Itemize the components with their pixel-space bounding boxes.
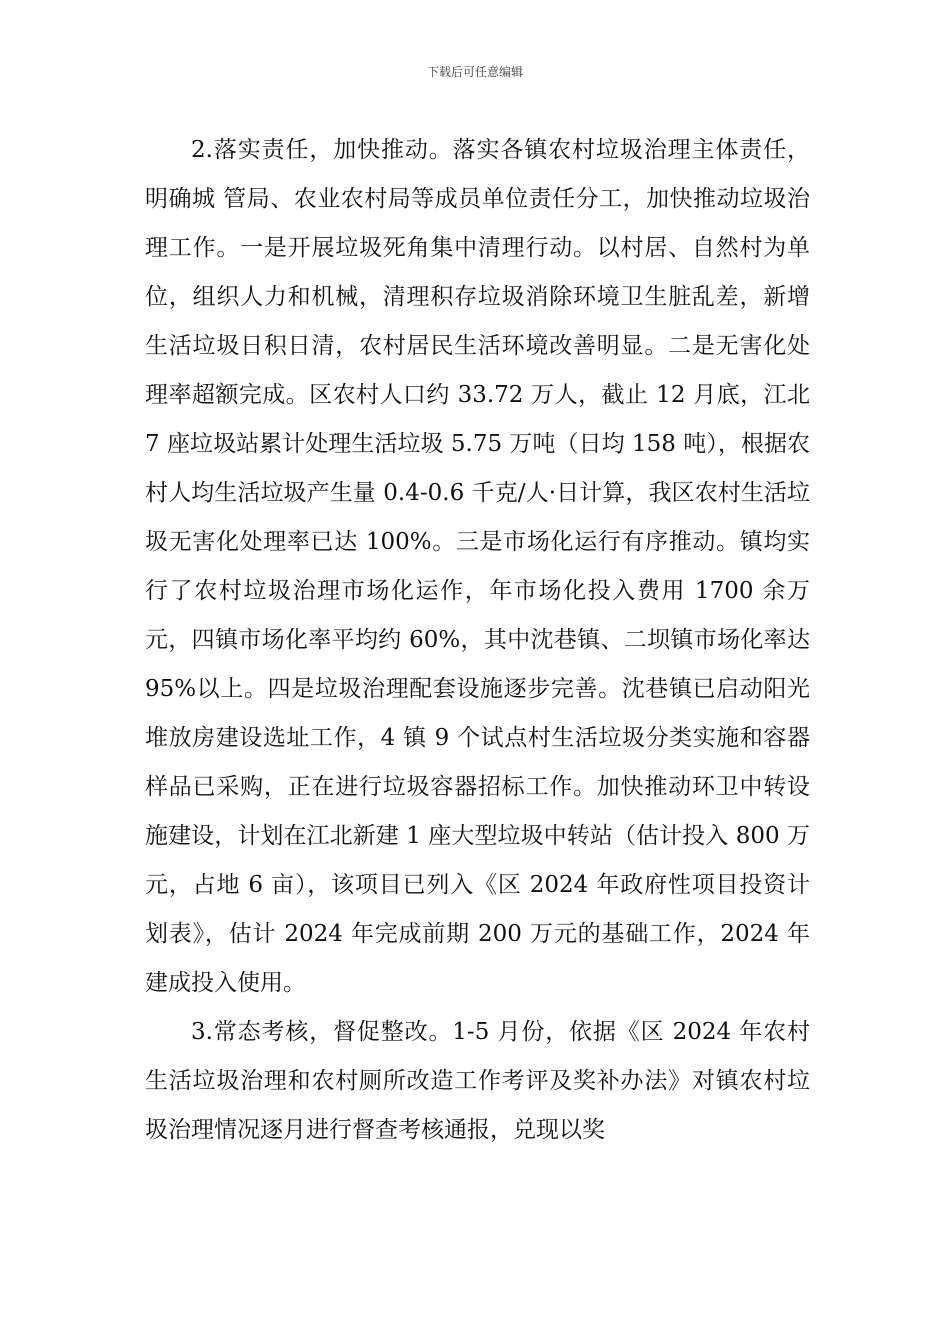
paragraph-section-3: 3.常态考核，督促整改。1-5 月份，依据《区 2024 年农村生活垃圾治理和农村厕所改造工作考评及奖补办法》对镇农村垃圾治理情况逐月进行督查考核通报，兑现以奖 bbox=[145, 1019, 810, 1143]
paragraph-section-2: 2.落实责任，加快推动。落实各镇农村垃圾治理主体责任，明确城 管局、农业农村局等成员单位责任分工，加快推动垃圾治理工作。一是开展垃圾死角集中清理行动。以村居、自然村为单位，组织人力和机械，清理积存垃圾消除环境卫生脏乱差，新增生活垃圾日积日清，农村居民生活环境改善明显。二是无害化处理率超额完成。区农村人口约 33.72 万人，截止 12 月底，江北 7 座垃圾站累计处理生活垃圾 5.75 万吨（日均 158 吨），根据农村人均生活垃圾产生量 0.4-0.6 千克/人·日计算，我区农村生活垃圾无害化处理率已达 100%。三是市场化运行有序推动。镇均实行了农村垃圾治理市场化运作，年市场化投入费用 1700 余万元，四镇市场化率平均约 60%，其中沈巷镇、二坝镇市场化率达 95%以上。四是垃圾治理配套设施逐步完善。沈巷镇已启动阳光堆放房建设选址工作，4 镇 9 个试点村生活垃圾分类实施和容器样品已采购，正在进行垃圾容器招标工作。加快推动环卫中转设施建设，计划在江北新建 1 座大型垃圾中转站（估计投入 800 万元，占地 6 亩），该项目已列入《区 2024 年政府性项目投资计划表》，估计 2024 年完成前期 200 万元的基础工作，2024 年建成投入使用。 bbox=[145, 137, 810, 996]
page-header: 下载后可任意编辑 bbox=[426, 65, 523, 79]
body-text bbox=[145, 126, 810, 1155]
